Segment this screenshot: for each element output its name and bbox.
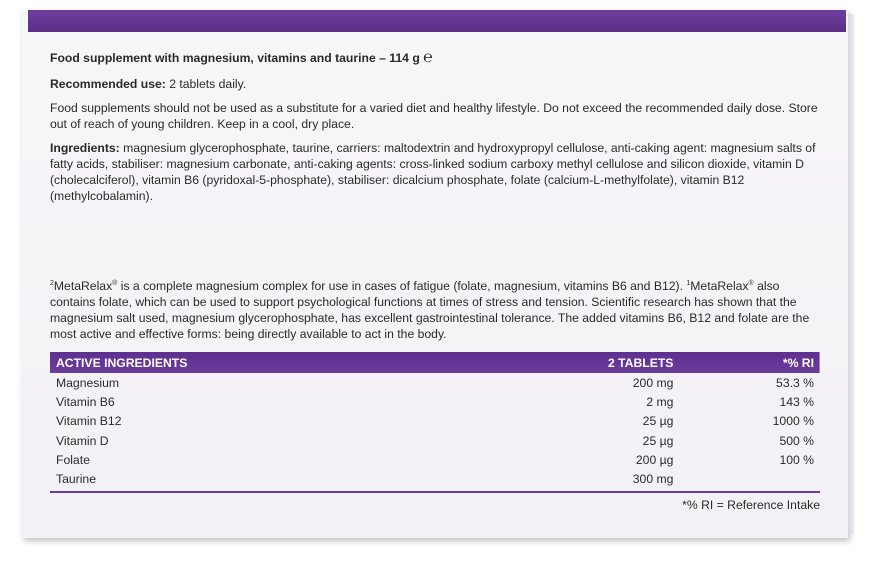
table-bottom-rule <box>50 491 820 493</box>
registered-mark: ® <box>748 280 754 287</box>
ingredient-ri: 500 % <box>779 433 814 448</box>
ingredient-ri: 53.3 % <box>776 375 814 390</box>
warning-text: Food supplements should not be used as a substitute for a varied diet and healthy lifestyle. Do not exceed the recommended daily dose. Store out of reach of young children. Keep in a cool, dry place. <box>50 101 818 131</box>
purple-top-band <box>28 10 846 32</box>
ingredient-amount: 300 mg <box>632 472 674 487</box>
recommended-use-label: Recommended use: <box>50 77 166 91</box>
footnote-marker: 2 <box>50 280 54 287</box>
header-ri: *% RI <box>782 355 814 370</box>
table-row <box>50 373 820 392</box>
ingredient-name: Vitamin B12 <box>56 414 122 429</box>
description-text: is a complete magnesium complex for use in cases of fatigue (folate, magnesium, vitamins B6 and B12). <box>117 279 687 293</box>
table-row <box>50 431 820 450</box>
ingredient-amount: 2 mg <box>646 394 674 409</box>
ingredient-ri: 1000 % <box>772 414 814 429</box>
ingredient-amount: 25 µg <box>642 433 674 448</box>
table-header-row <box>50 352 820 373</box>
table-row <box>50 469 820 488</box>
table-row <box>50 392 820 411</box>
ingredient-amount: 200 µg <box>635 452 674 467</box>
ingredient-ri: 100 % <box>779 452 814 467</box>
label-text-block <box>50 50 820 212</box>
ingredient-name: Folate <box>56 452 90 467</box>
table-row <box>50 412 820 431</box>
box-side-edge <box>848 14 854 534</box>
reference-intake-footnote: *% RI = Reference Intake <box>682 498 820 512</box>
ingredients-text: magnesium glycerophosphate, taurine, carriers: maltodextrin and hydroxypropyl cellulose, anti-caking agent: magnesium salts of fatty acids, stabiliser: magnesium carbonate, anti-caking agents: cross-linked sodium carboxy methyl cellulose and silicon dioxide, vitamin D (cholecalciferol), vitamin B6 (pyridoxal-5-phosphate), stabiliser: dicalcium phosphate, folate (calcium-L-methylfolate), vitamin B12 (methylcobalamin). <box>50 141 816 203</box>
metarelax-description <box>50 276 820 342</box>
ingredient-amount: 200 mg <box>632 375 674 390</box>
ingredient-name: Taurine <box>56 472 96 487</box>
brand-text: MetaRelax <box>53 279 113 293</box>
table-row <box>50 450 820 469</box>
brand-text: MetaRelax <box>690 279 749 293</box>
active-ingredients-table <box>50 352 820 489</box>
ingredients <box>50 140 820 204</box>
ingredient-ri: 143 % <box>779 394 814 409</box>
ingredients-label: Ingredients: <box>50 141 120 155</box>
recommended-use <box>50 76 820 92</box>
product-title-text: Food supplement with magnesium, vitamins and taurine – 114 g <box>50 51 420 65</box>
registered-mark: ® <box>112 280 118 287</box>
footnote-marker: 1 <box>686 280 691 287</box>
ingredient-name: Magnesium <box>56 375 119 390</box>
ingredient-name: Vitamin B6 <box>56 394 115 409</box>
ingredient-name: Vitamin D <box>56 433 109 448</box>
product-title <box>50 50 820 66</box>
ingredient-amount: 25 µg <box>642 414 674 429</box>
description-text: also contains folate, which can be used to support psychological functions at times of stress and tension. Scientific research has shown that the magnesium salt used, magnesium glycerophosphate, has excellent gastrointestinal tolerance. The added vitamins B6, B12 and folate are the most active and effective forms: being directly available to act in the body. <box>50 279 810 341</box>
ingredient-ri <box>679 469 820 488</box>
header-two-tablets: 2 TABLETS <box>607 355 674 370</box>
header-active-ingredients: ACTIVE INGREDIENTS <box>56 355 188 370</box>
recommended-use-text: 2 tablets daily. <box>165 77 247 91</box>
estimated-sign-icon: ℮ <box>423 49 433 66</box>
